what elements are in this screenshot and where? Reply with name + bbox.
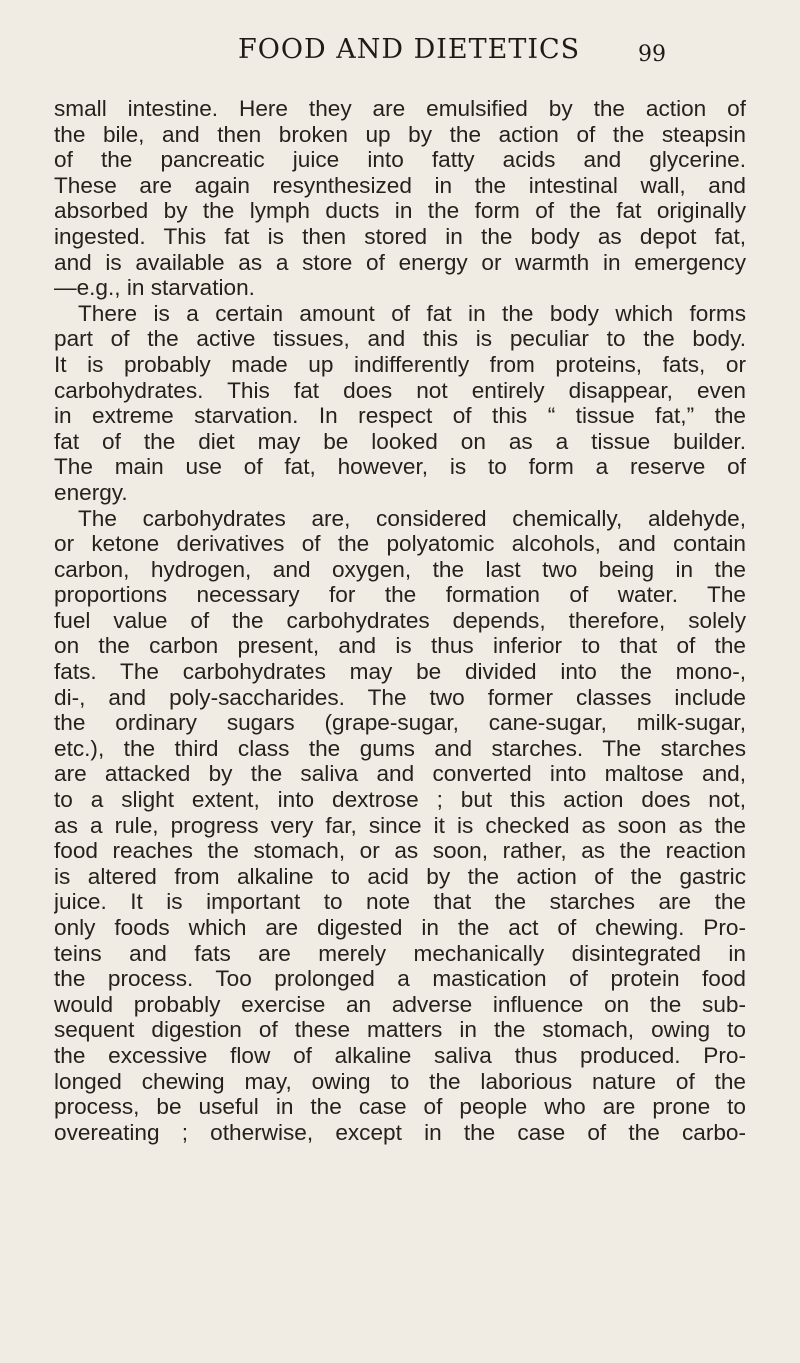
text-line: There is a certain amount of fat in the body which forms: [78, 300, 746, 326]
text-line: the ordinary sugars (grape-sugar, cane-sugar, milk-sugar,: [54, 710, 746, 736]
text-line: the excessive flow of alkaline saliva thus produced. Pro-: [54, 1042, 746, 1068]
page-header: [0, 34, 800, 84]
text-line: on the carbon present, and is thus inferior to that of the: [54, 633, 746, 659]
text-line: the process. Too prolonged a mastication of protein food: [54, 966, 746, 992]
text-line: etc.), the third class the gums and starches. The starches: [54, 735, 746, 761]
text-line: small intestine. Here they are emulsified by the action of: [54, 96, 746, 121]
paragraph-carbohydrates: [54, 506, 746, 1146]
text-line: fuel value of the carbohydrates depends, therefore, solely: [54, 607, 746, 633]
text-line: sequent digestion of these matters in the stomach, owing to: [54, 1017, 746, 1043]
text-line: juice. It is important to note that the starches are the: [54, 889, 746, 915]
text-line: only foods which are digested in the act of chewing. Pro-: [54, 915, 746, 940]
text-line: —e.g., in starvation.: [54, 275, 255, 301]
paragraph-fat-absorption: [54, 96, 746, 301]
text-line: fat of the diet may be looked on as a tissue builder.: [54, 428, 746, 454]
page-number: 99: [638, 42, 666, 67]
text-line: of the pancreatic juice into fatty acids and glycerine.: [54, 147, 746, 173]
text-line: process, be useful in the case of people who are prone to: [54, 1094, 746, 1120]
body-text: [54, 96, 746, 1145]
text-line: or ketone derivatives of the polyatomic alcohols, and contain: [54, 531, 746, 557]
text-line: energy.: [54, 479, 128, 505]
text-line: and is available as a store of energy or warmth in emergency: [54, 249, 746, 275]
text-line: overeating ; otherwise, except in the case of the carbo-: [54, 1119, 746, 1145]
text-line: carbon, hydrogen, and oxygen, the last two being in the: [54, 556, 746, 582]
running-head: FOOD AND DIETETICS: [238, 34, 581, 65]
text-line: ingested. This fat is then stored in the body as depot fat,: [54, 223, 746, 249]
text-line: as a rule, progress very far, since it is checked as soon as the: [54, 812, 746, 838]
text-line: fats. The carbohydrates may be divided into the mono-,: [54, 659, 746, 685]
text-line: part of the active tissues, and this is peculiar to the body.: [54, 326, 746, 352]
paragraph-tissue-fat: [54, 301, 746, 506]
text-line: teins and fats are merely mechanically disintegrated in: [54, 940, 746, 966]
text-line: These are again resynthesized in the intestinal wall, and: [54, 172, 746, 198]
text-line: carbohydrates. This fat does not entirely disappear, even: [54, 377, 746, 403]
text-line: are attacked by the saliva and converted into maltose and,: [54, 761, 746, 787]
text-line: longed chewing may, owing to the laborious nature of the: [54, 1068, 746, 1094]
text-line: would probably exercise an adverse influence on the sub-: [54, 991, 746, 1017]
text-line: absorbed by the lymph ducts in the form of the fat originally: [54, 198, 746, 224]
text-line: food reaches the stomach, or as soon, rather, as the reaction: [54, 838, 746, 864]
text-line: the bile, and then broken up by the action of the steapsin: [54, 121, 746, 147]
text-line: di-, and poly-saccharides. The two former classes include: [54, 684, 746, 710]
text-line: proportions necessary for the formation of water. The: [54, 582, 746, 608]
text-line: is altered from alkaline to acid by the action of the gastric: [54, 863, 746, 889]
text-line: in extreme starvation. In respect of this “ tissue fat,” the: [54, 403, 746, 429]
text-line: to a slight extent, into dextrose ; but this action does not,: [54, 787, 746, 813]
text-line: It is probably made up indifferently from proteins, fats, or: [54, 351, 746, 377]
text-line: The carbohydrates are, considered chemically, aldehyde,: [78, 505, 746, 531]
text-line: The main use of fat, however, is to form a reserve of: [54, 454, 746, 480]
